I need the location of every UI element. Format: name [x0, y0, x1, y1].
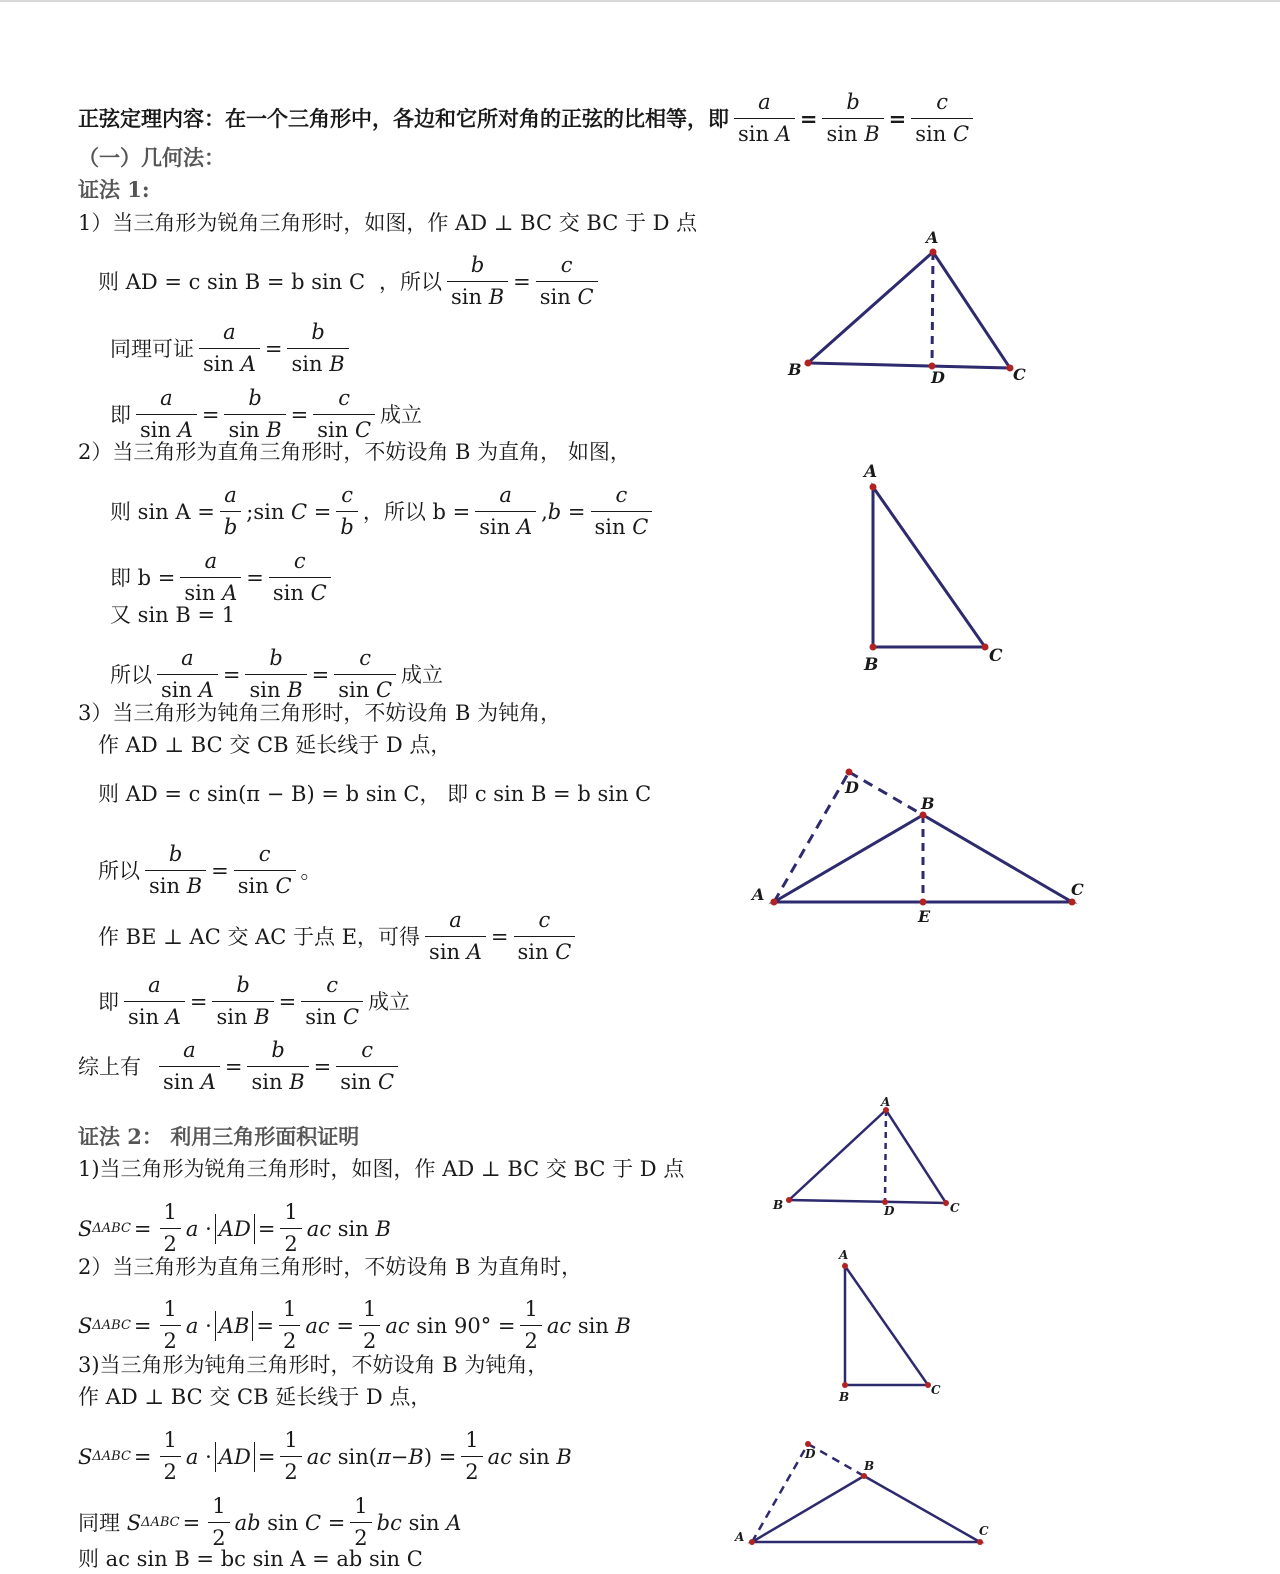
label-C: C: [989, 646, 1003, 666]
case3-construct2: 作 BE ⊥ AC 交 AC 于点 E，可得 $\frac{a}{\text{sin A}}$ = $\frac{c}{\text{sin C}}$: [98, 910, 580, 963]
label-E: E: [918, 907, 931, 926]
method1-heading: （一）几何法：: [78, 145, 225, 170]
label-D: D: [931, 368, 945, 387]
label-B: B: [864, 1459, 875, 1473]
label-B: B: [773, 1198, 784, 1212]
case3-then: 则 AD = c sin(π − B) = b sin C， 即 c sin B = b sin C: [98, 782, 652, 806]
case2-ie: 即 b = $\frac{a}{\text{sin A}}$ = $\frac{c}{\text{sin C}}$: [110, 551, 336, 604]
figure-acute-triangle: [808, 252, 1010, 368]
label-A: A: [735, 1530, 745, 1544]
label-C: C: [950, 1201, 960, 1215]
proof2-title: 证法 2： 利用三角形面积证明: [78, 1124, 360, 1149]
figure-small-right-triangle: [845, 1266, 928, 1385]
case2-also: 又 sin B = 1: [110, 603, 236, 627]
label-A: A: [881, 1095, 891, 1109]
label-C: C: [931, 1383, 941, 1397]
figure-obtuse-triangle: [774, 772, 1072, 902]
intro-line: 正弦定理内容：在一个三角形中，各边和它所对角的正弦的比相等，即 $\frac{a}{\text{sin A}}$ = $\frac{b}{\text{sin B}}$ = $\frac{c}{\text{sin C}}$: [78, 92, 978, 145]
label-C: C: [979, 1524, 989, 1538]
label-A: A: [839, 1248, 849, 1262]
m2-case3-title: 3)当三角形为钝角三角形时，不妨设角 B 为钝角，: [78, 1353, 549, 1377]
label-B: B: [788, 360, 802, 379]
case2-title: 2）当三角形为直角三角形时，不妨设角 B 为直角， 如图，: [78, 440, 631, 464]
summary: 综上有 $\frac{a}{\text{sin A}}$ = $\frac{b}{\text{sin B}}$ = $\frac{c}{\text{sin C}}$: [78, 1040, 403, 1093]
label-A: A: [926, 228, 939, 247]
case3-construct: 作 AD ⊥ BC 交 CB 延长线于 D 点，: [98, 733, 452, 757]
figure-small-acute-triangle: [789, 1110, 946, 1203]
label-D: D: [805, 1447, 816, 1461]
m2-similar: 同理 S ΔABC = $\frac{1}{2}$ ab sin C = $\frac{1}{2}$ bc sin A: [78, 1494, 462, 1550]
m2-case2-formula: S ΔABC = $\frac{1}{2}$ a · AB = $\frac{1}{2}$ ac = $\frac{1}{2}$ ac sin 90° = $\frac{1}{2}$ ac sin B: [78, 1297, 631, 1353]
m2-final: 则 ac sin B = bc sin A = ab sin C: [78, 1547, 423, 1571]
case1-then: 则 AD = c sin B = b sin C ，所以 $\frac{b}{\text{sin B}}$ = $\frac{c}{\text{sin C}}$: [98, 255, 603, 308]
m2-case2-title: 2）当三角形为直角三角形时，不妨设角 B 为直角时，: [78, 1255, 583, 1279]
label-D: D: [884, 1204, 895, 1218]
case3-result: 即 $\frac{a}{\text{sin A}}$ = $\frac{b}{\text{sin B}}$ = $\frac{c}{\text{sin C}}$ 成立: [98, 973, 411, 1029]
case3-so: 所以 $\frac{b}{\text{sin B}}$ = $\frac{c}{\text{sin C}}$ 。: [98, 842, 322, 898]
label-D: D: [845, 778, 859, 797]
m2-case3-construct: 作 AD ⊥ BC 交 CB 延长线于 D 点，: [78, 1385, 432, 1409]
figure-right-triangle: [873, 487, 985, 647]
label-C: C: [1013, 365, 1026, 384]
label-A: A: [752, 885, 765, 904]
case2-result: 所以 $\frac{a}{\text{sin A}}$ = $\frac{b}{\text{sin B}}$ = $\frac{c}{\text{sin C}}$ 成立: [110, 646, 444, 702]
m2-case1-formula: S ΔABC = $\frac{1}{2}$ a · AD = $\frac{1}{2}$ ac sin B: [78, 1200, 391, 1256]
m2-case1-title: 1)当三角形为锐角三角形时，如图，作 AD ⊥ BC 交 BC 于 D 点: [78, 1157, 685, 1181]
m2-case3-formula: S ΔABC = $\frac{1}{2}$ a · AD = $\frac{1}{2}$ ac sin( π − B ) = $\frac{1}{2}$ ac sin B: [78, 1428, 572, 1484]
label-C: C: [1071, 880, 1084, 899]
label-B: B: [921, 794, 935, 813]
case1-title: 1）当三角形为锐角三角形时，如图，作 AD ⊥ BC 交 BC 于 D 点: [78, 211, 698, 235]
case1-similar: 同理可证 $\frac{a}{\text{sin A}}$ = $\frac{b}{\text{sin B}}$: [110, 322, 354, 375]
label-A: A: [864, 462, 878, 482]
case2-then: 则 sin A = $\frac{a}{b}$ ;sin C = $\frac{c}{b}$ ，所以 b = $\frac{a}{\text{sin A}}$ , b = $\frac{c}{\text{sin C}}$: [110, 485, 657, 538]
proof1-title: 证法 1:: [78, 177, 150, 202]
label-B: B: [864, 655, 879, 675]
case3-title: 3）当三角形为钝角三角形时，不妨设角 B 为钝角，: [78, 701, 562, 725]
case1-result: 即 $\frac{a}{\text{sin A}}$ = $\frac{b}{\text{sin B}}$ = $\frac{c}{\text{sin C}}$ 成立: [110, 386, 423, 442]
label-B: B: [839, 1390, 850, 1404]
